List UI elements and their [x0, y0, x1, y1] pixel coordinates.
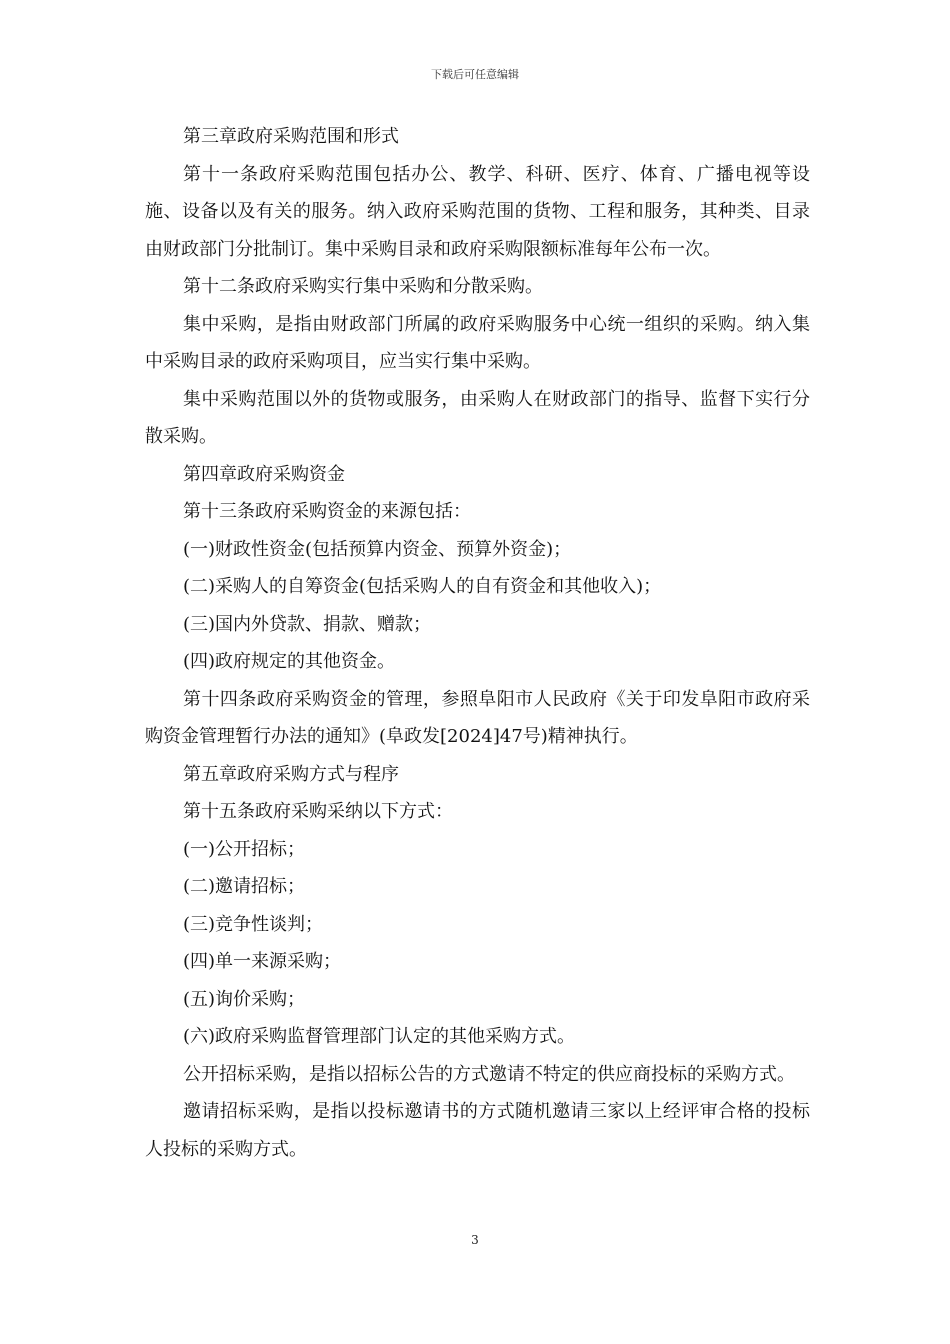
list-item: (六)政府采购监督管理部门认定的其他采购方式。 [183, 1026, 576, 1047]
body-paragraph: 集中采购范围以外的货物或服务，由采购人在财政部门的指导、监督下实行分散采购。 [145, 388, 810, 447]
list-item: (五)询价采购； [183, 988, 306, 1010]
body-paragraph: 集中采购，是指由财政部门所属的政府采购服务中心统一组织的采购。纳入集中采购目录的政府采购项目，应当实行集中采购。 [145, 313, 810, 372]
article-paragraph: 第十五条政府采购采纳以下方式： [183, 801, 453, 822]
list-item: (二)采购人的自筹资金(包括采购人的自有资金和其他收入)； [183, 576, 662, 597]
page-number: 3 [471, 1233, 479, 1247]
list-item: (四)单一来源采购； [183, 951, 342, 972]
chapter-heading: 第四章政府采购资金 [183, 463, 345, 485]
article-paragraph: 第十一条政府采购范围包括办公、教学、科研、医疗、体育、广播电视等设施、设备以及有关的服务。纳入政府采购范围的货物、工程和服务，其种类、目录由财政部门分批制订。集中采购目录和政府采购限额标准每年公布一次。 [145, 163, 810, 260]
list-item: (三)国内外贷款、捐款、赠款； [183, 613, 432, 635]
article-paragraph: 第十四条政府采购资金的管理，参照阜阳市人民政府《关于印发阜阳市政府采购资金管理暂行办法的通知》(阜政发[2024]47号)精神执行。 [145, 688, 810, 747]
list-item: (四)政府规定的其他资金。 [183, 651, 396, 672]
body-paragraph: 邀请招标采购，是指以投标邀请书的方式随机邀请三家以上经评审合格的投标人投标的采购方式。 [145, 1101, 810, 1160]
page-header: 下载后可任意编辑 [431, 68, 519, 81]
document-body [145, 118, 810, 1168]
article-paragraph: 第十二条政府采购实行集中采购和分散采购。 [183, 276, 543, 297]
chapter-heading: 第五章政府采购方式与程序 [183, 763, 399, 785]
list-item: (二)邀请招标； [183, 876, 306, 897]
list-item: (三)竞争性谈判； [183, 913, 324, 935]
list-item: (一)财政性资金(包括预算内资金、预算外资金)； [183, 538, 572, 560]
article-paragraph: 第十三条政府采购资金的来源包括： [183, 501, 471, 522]
list-item: (一)公开招标； [183, 838, 306, 860]
body-paragraph: 公开招标采购，是指以招标公告的方式邀请不特定的供应商投标的采购方式。 [183, 1063, 795, 1085]
chapter-heading: 第三章政府采购范围和形式 [183, 126, 399, 147]
